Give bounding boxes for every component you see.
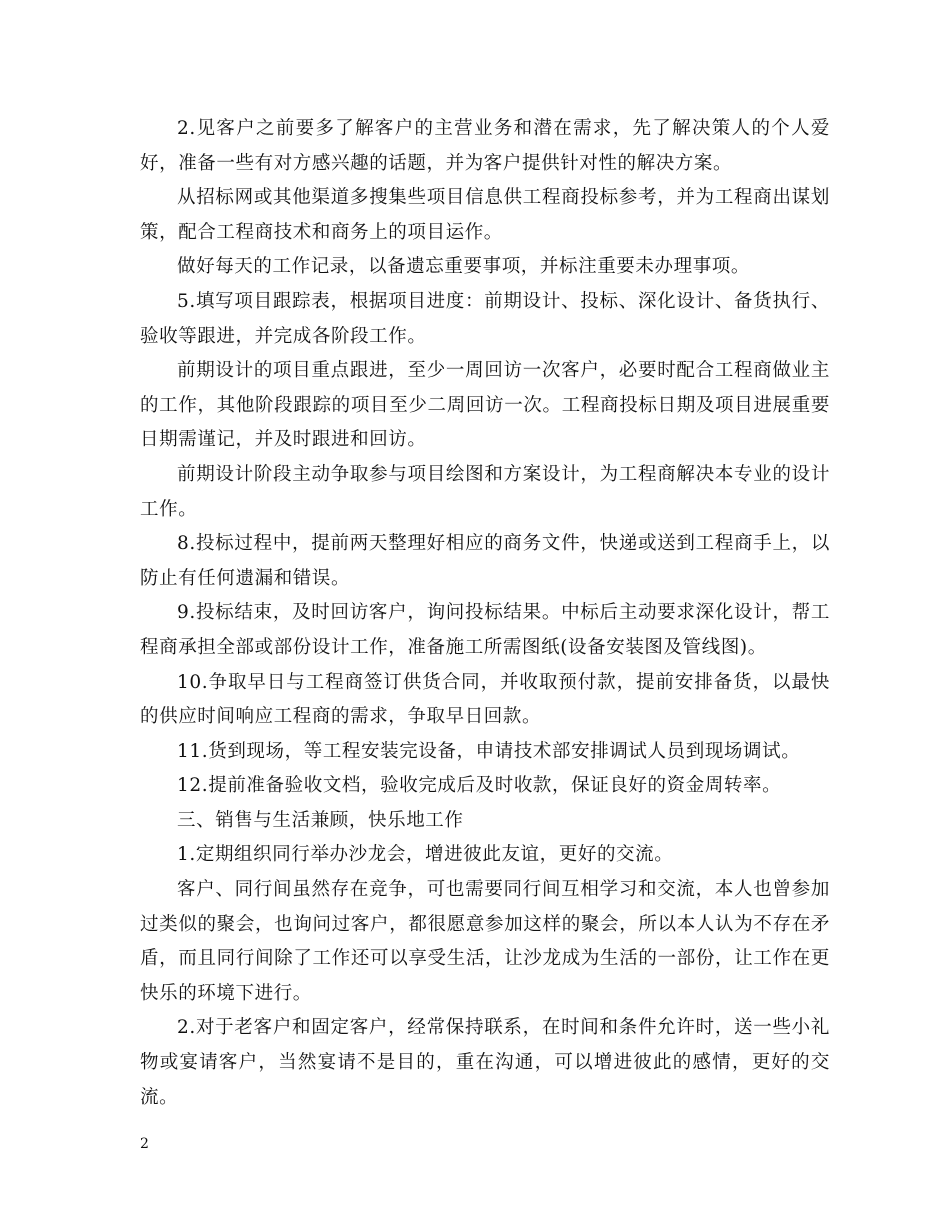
paragraph: 从招标网或其他渠道多搜集些项目信息供工程商投标参考，并为工程商出谋划策，配合工程商技术和商务上的项目运作。 <box>140 187 830 243</box>
paragraph: 5.填写项目跟踪表，根据项目进度：前期设计、投标、深化设计、备货执行、验收等跟进，并完成各阶段工作。 <box>140 290 830 347</box>
paragraph: 前期设计的项目重点跟进，至少一周回访一次客户，必要时配合工程商做业主的工作，其他阶段跟踪的项目至少二周回访一次。工程商投标日期及项目进展重要日期需谨记，并及时跟进和回访。 <box>140 360 830 451</box>
paragraph: 10.争取早日与工程商签订供货合同，并收取预付款，提前安排备货，以最快的供应时间响应工程商的需求，争取早日回款。 <box>140 671 830 728</box>
paragraph: 11.货到现场，等工程安装完设备，申请技术部安排调试人员到现场调试。 <box>177 740 801 762</box>
paragraph: 客户、同行间虽然存在竞争，可也需要同行间互相学习和交流，本人也曾参加过类似的聚会，也询问过客户，都很愿意参加这样的聚会，所以本人认为不存在矛盾，而且同行间除了工作还可以享受生活，让沙龙成为生活的一部份，让工作在更快乐的环境下进行。 <box>140 879 830 1004</box>
paragraph: 9.投标结束，及时回访客户，询问投标结果。中标后主动要求深化设计，帮工程商承担全部或部份设计工作，准备施工所需图纸(设备安装图及管线图)。 <box>140 602 830 658</box>
paragraph: 8.投标过程中，提前两天整理好相应的商务文件，快递或送到工程商手上，以防止有任何遗漏和错误。 <box>140 533 830 589</box>
paragraph: 12.提前准备验收文档，验收完成后及时收款，保证良好的资金周转率。 <box>177 775 782 797</box>
page-number: 2 <box>140 1136 149 1152</box>
paragraph: 做好每天的工作记录，以备遗忘重要事项，并标注重要未办理事项。 <box>177 256 751 278</box>
section-heading: 三、销售与生活兼顾，快乐地工作 <box>177 809 464 831</box>
paragraph: 2.见客户之前要多了解客户的主营业务和潜在需求，先了解决策人的个人爱好，准备一些有对方感兴趣的话题，并为客户提供针对性的解决方案。 <box>140 118 830 174</box>
paragraph: 1.定期组织同行举办沙龙会，增进彼此友谊，更好的交流。 <box>177 844 674 866</box>
document-body <box>140 112 830 1115</box>
paragraph: 前期设计阶段主动争取参与项目绘图和方案设计，为工程商解决本专业的设计工作。 <box>140 463 830 520</box>
paragraph: 2.对于老客户和固定客户，经常保持联系，在时间和条件允许时，送一些小礼物或宴请客户，当然宴请不是目的，重在沟通，可以增进彼此的感情，更好的交流。 <box>140 1017 830 1108</box>
